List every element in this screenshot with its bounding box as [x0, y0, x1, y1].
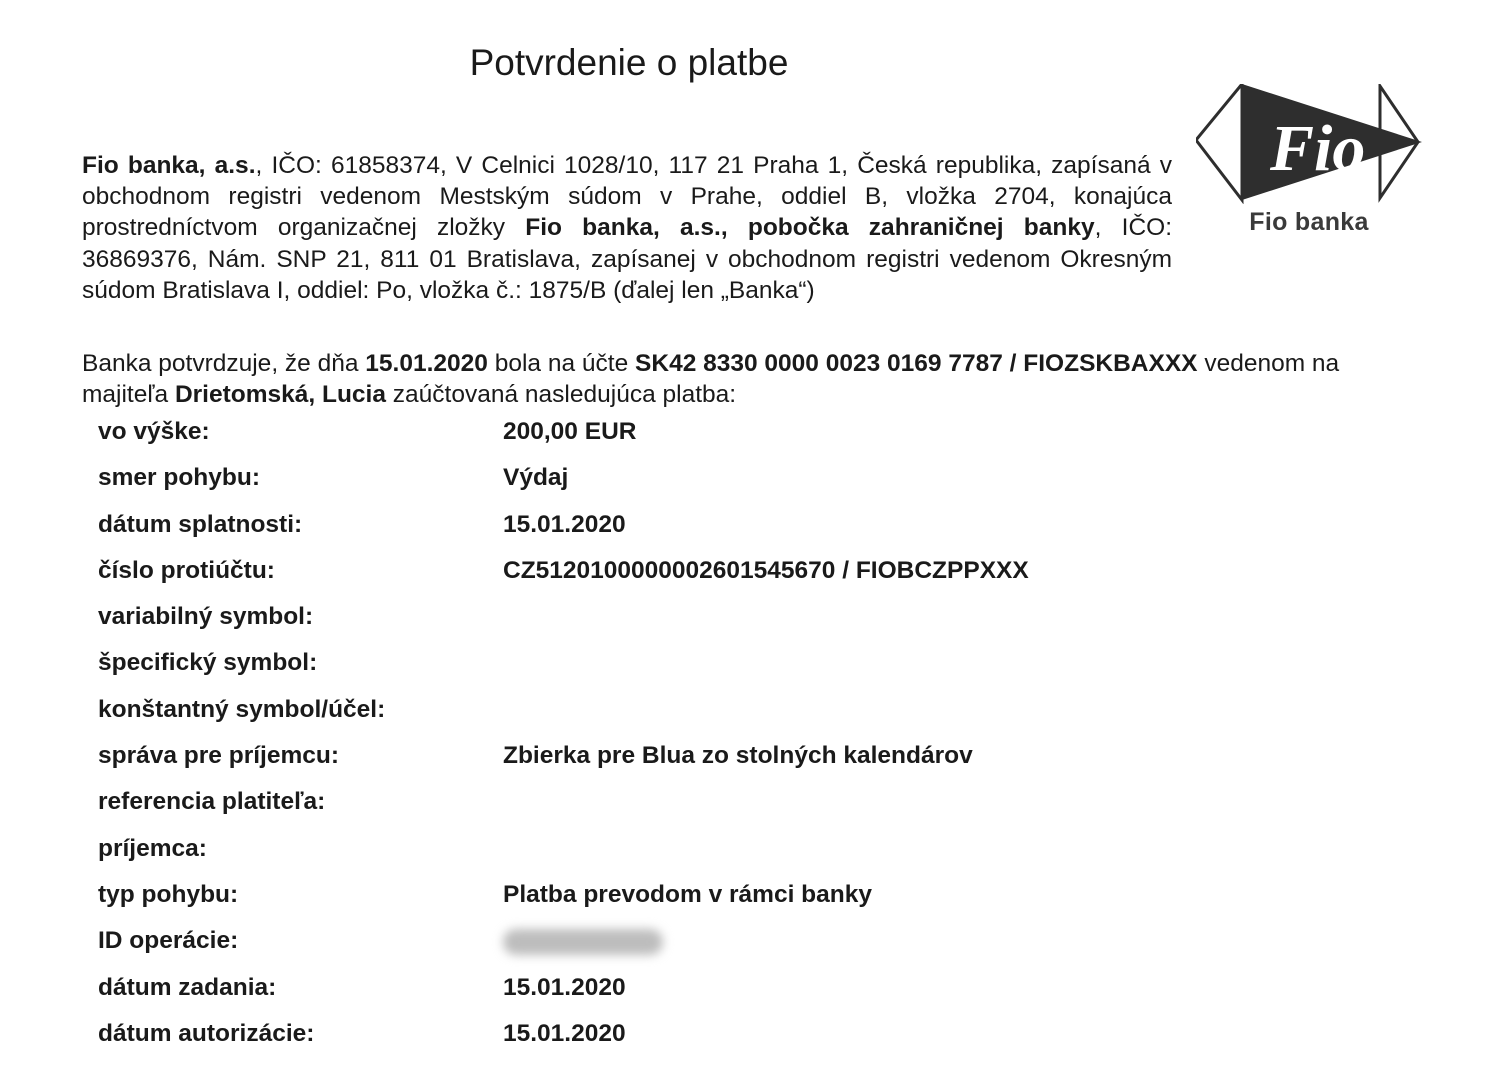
detail-value: 15.01.2020 — [503, 973, 626, 1001]
account-owner: Drietomská, Lucia — [174, 381, 386, 408]
fio-flag-icon — [1196, 84, 1422, 204]
redacted-blur — [503, 929, 663, 955]
detail-label: príjemca: — [98, 834, 207, 862]
detail-label: dátum zadania: — [98, 973, 277, 1001]
detail-value: 200,00 EUR — [503, 418, 637, 445]
bank-name: Fio banka, a.s. — [82, 152, 256, 179]
detail-label: typ pohybu: — [98, 880, 239, 908]
detail-label: číslo protiúčtu: — [98, 556, 275, 584]
branch-name: Fio banka, a.s., pobočka zahraničnej banky — [525, 214, 1095, 242]
confirmation-date: 15.01.2020 — [365, 350, 488, 377]
detail-value: Platba prevodom v rámci banky — [503, 880, 872, 908]
detail-label: konštantný symbol/účel: — [98, 695, 386, 723]
fio-banka-logo — [1196, 84, 1422, 236]
bank-details-text: , IČO: 61858374, V Celnici 1028/10, 117 21 Praha 1, Česká republika, zapísaná v obchodnom registri vedenom Mestským súdom v Prahe, oddiel B, vložka 2704, konajúca prostredníctvom organizačnej zložky — [82, 152, 1172, 242]
detail-label: ID operácie: — [98, 927, 239, 955]
branch-details-text: , IČO: 36869376, Nám. SNP 21, 811 01 Bratislava, zapísanej v obchodnom registri vedenom Okresným súdom Bratislava I, oddiel: Po, vložka č.: 1875/B (ďalej len „Banka“) — [82, 214, 1172, 304]
confirmation-middle: bola na účte — [487, 350, 636, 377]
detail-label: dátum splatnosti: — [98, 510, 303, 538]
detail-label: referencia platiteľa: — [98, 788, 326, 816]
detail-label: dátum autorizácie: — [98, 1019, 315, 1047]
logo-brand-text: Fio — [1270, 112, 1366, 185]
detail-label: variabilný symbol: — [98, 603, 314, 631]
confirmation-suffix: zaúčtovaná nasledujúca platba: — [386, 381, 737, 408]
detail-label: špecifický symbol: — [98, 649, 318, 677]
confirmation-prefix: Banka potvrdzuje, že dňa — [82, 350, 366, 377]
detail-label: správa pre príjemcu: — [98, 742, 340, 770]
detail-value: CZ5120100000002601545670 / FIOBCZPPXXX — [503, 556, 1029, 584]
detail-value: 15.01.2020 — [503, 1019, 626, 1047]
confirmation-middle2: vedenom na majiteľa — [82, 350, 1340, 408]
detail-value: 15.01.2020 — [503, 510, 626, 538]
detail-value: Výdaj — [503, 464, 569, 492]
logo-caption: Fio banka — [1249, 208, 1369, 236]
detail-value-redacted — [503, 927, 663, 962]
bank-identification-paragraph — [82, 150, 1172, 306]
page-title: Potvrdenie o platbe — [469, 42, 789, 83]
detail-value: Zbierka pre Blua zo stolných kalendárov — [503, 742, 973, 770]
confirmation-paragraph — [82, 348, 1427, 410]
account-number: SK42 8330 0000 0023 0169 7787 / FIOZSKBAXXX — [635, 350, 1198, 377]
detail-label: vo výške: — [98, 418, 210, 445]
detail-label: smer pohybu: — [98, 464, 260, 492]
